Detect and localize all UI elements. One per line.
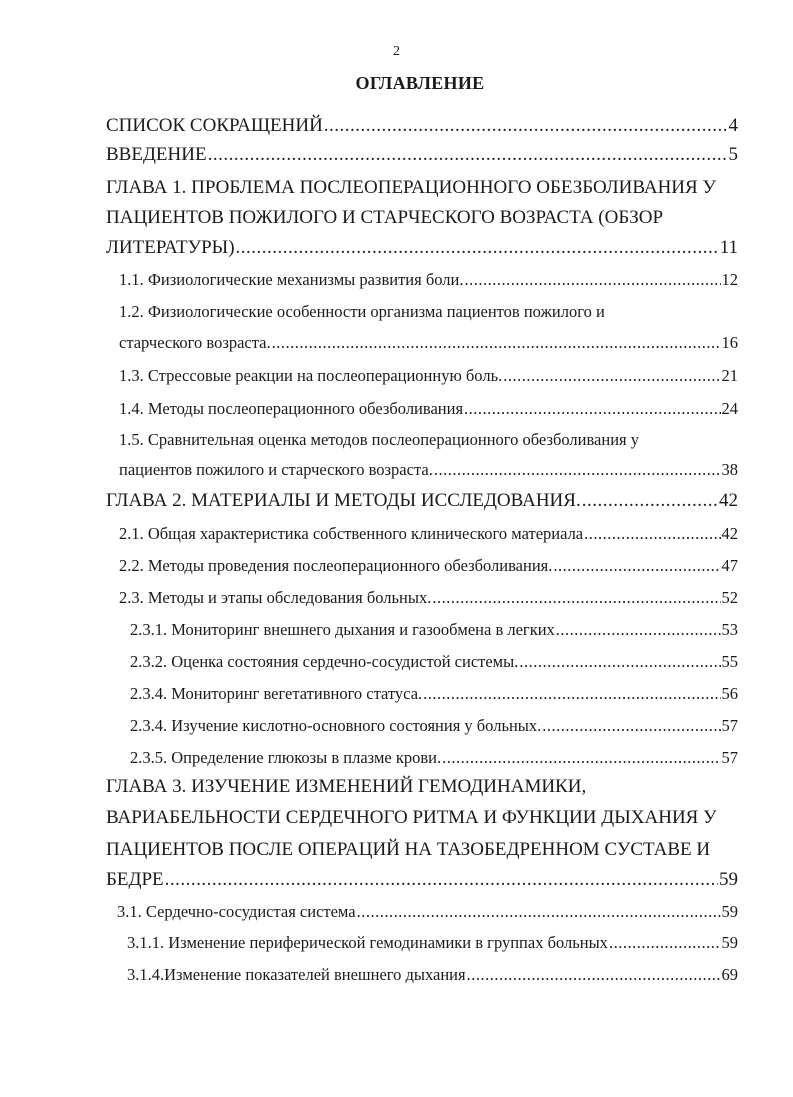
toc-entry-text: ГЛАВА 2. МАТЕРИАЛЫ И МЕТОДЫ ИССЛЕДОВАНИЯ. [106, 490, 581, 511]
toc-entry-text-line: ГЛАВА 3. ИЗУЧЕНИЕ ИЗМЕНЕНИЙ ГЕМОДИНАМИКИ, [106, 776, 587, 797]
toc-entry-1-4[interactable] [119, 395, 738, 423]
toc-entry-page: 42 [721, 524, 738, 543]
toc-entry-text: 2.2. Методы проведения послеоперационного обезболивания. [119, 556, 553, 575]
toc-entry-text: 2.3. Методы и этапы обследования больных. [119, 588, 432, 607]
toc-entry-text: 2.1. Общая характеристика собственного клинического материала [119, 524, 584, 543]
toc-entry-1-3[interactable] [119, 362, 738, 390]
toc-entry-text: 1.4. Методы послеоперационного обезболивания [119, 399, 464, 418]
toc-leader [584, 520, 720, 548]
toc-leader [434, 456, 721, 484]
toc-leader [542, 712, 720, 740]
toc-entry-text: СПИСОК СОКРАЩЕНИЙ [106, 115, 323, 136]
page-number: 2 [393, 44, 400, 59]
toc-entry-text: 2.3.2. Оценка состояния сердечно-сосудистой системы. [130, 652, 519, 671]
toc-entry-text-line: ГЛАВА 1. ПРОБЛЕМА ПОСЛЕОПЕРАЦИОННОГО ОБЕЗБОЛИВАНИЯ У [106, 177, 716, 198]
toc-leader [442, 744, 720, 772]
toc-entry-page: 56 [721, 684, 738, 703]
toc-entry-introduction[interactable] [106, 141, 738, 169]
toc-entry-page: 47 [721, 556, 738, 575]
toc-entry-3-1[interactable] [117, 898, 738, 926]
toc-entry-page: 69 [721, 965, 738, 984]
toc-entry-text-line: 1.5. Сравнительная оценка методов послеоперационного обезболивания у [119, 430, 639, 449]
toc-entry-page: 16 [721, 333, 738, 352]
toc-leader [208, 141, 728, 169]
toc-entry-text: 2.3.1. Мониторинг внешнего дыхания и газообмена в легких [130, 620, 555, 639]
toc-entry-page: 55 [721, 652, 738, 671]
toc-entry-2-3-5[interactable] [130, 744, 738, 772]
toc-entry-2-3-4-vegetative[interactable] [130, 680, 738, 708]
toc-leader [423, 680, 720, 708]
toc-leader [582, 487, 718, 515]
toc-entry-last-line [119, 456, 738, 484]
toc-leader [236, 234, 719, 262]
toc-entry-page: 59 [721, 902, 738, 921]
toc-leader [553, 552, 720, 580]
toc-entry-2-2[interactable] [119, 552, 738, 580]
toc-entry-2-3-1[interactable] [130, 616, 738, 644]
toc-entry-page: 5 [728, 144, 738, 165]
toc-entry-1-1[interactable] [119, 266, 738, 294]
toc-entry-text: БЕДРЕ [106, 869, 164, 890]
toc-entry-text-line: ВАРИАБЕЛЬНОСТИ СЕРДЕЧНОГО РИТМА И ФУНКЦИИ ДЫХАНИЯ У [106, 807, 717, 828]
toc-entry-page: 53 [721, 620, 738, 639]
toc-entry-2-1[interactable] [119, 520, 738, 548]
toc-entry-text: старческого возраста. [119, 333, 271, 352]
toc-leader [464, 266, 720, 294]
toc-entry-3-1-1[interactable] [127, 929, 738, 957]
toc-entry-2-3-2[interactable] [130, 648, 738, 676]
toc-entry-text: ВВЕДЕНИЕ [106, 144, 207, 165]
toc-entry-page: 57 [721, 748, 738, 767]
toc-entry-text: 2.3.4. Мониторинг вегетативного статуса. [130, 684, 423, 703]
toc-entry-text: ЛИТЕРАТУРЫ) [106, 237, 235, 258]
page-title: ОГЛАВЛЕНИЕ [355, 73, 485, 93]
toc-entry-page: 52 [721, 588, 738, 607]
toc-leader [609, 929, 721, 957]
toc-entry-text: пациентов пожилого и старческого возраста. [119, 460, 433, 479]
toc-entry-text: 3.1. Сердечно-сосудистая система [117, 902, 356, 921]
toc-entry-page: 59 [719, 869, 738, 890]
toc-leader [165, 866, 718, 894]
toc-entry-page: 4 [728, 115, 738, 136]
toc-leader [519, 648, 720, 676]
toc-leader [357, 898, 721, 926]
toc-entry-last-line [106, 234, 738, 262]
toc-entry-2-3-4-acid-base[interactable] [130, 712, 738, 740]
toc-entry-text-line: ПАЦИЕНТОВ ПОЖИЛОГО И СТАРЧЕСКОГО ВОЗРАСТА (ОБЗОР [106, 207, 664, 228]
toc-entry-page: 42 [719, 490, 738, 511]
toc-entry-chapter-2[interactable] [106, 487, 738, 515]
toc-entry-page: 12 [721, 270, 738, 289]
toc-leader [324, 112, 728, 140]
toc-entry-abbreviations[interactable] [106, 112, 738, 140]
toc-entry-text: 3.1.1. Изменение периферической гемодинамики в группах больных [127, 933, 608, 952]
toc-leader [432, 584, 720, 612]
toc-entry-page: 57 [721, 716, 738, 735]
toc-leader [503, 362, 720, 390]
toc-leader [464, 395, 720, 423]
toc-entry-last-line [119, 329, 738, 357]
toc-entry-page: 59 [721, 933, 738, 952]
toc-entry-2-3[interactable] [119, 584, 738, 612]
toc-entry-page: 11 [719, 237, 738, 258]
toc-entry-text-line: ПАЦИЕНТОВ ПОСЛЕ ОПЕРАЦИЙ НА ТАЗОБЕДРЕННОМ СУСТАВЕ И [106, 839, 711, 860]
toc-entry-page: 38 [721, 460, 738, 479]
toc-leader [467, 961, 721, 989]
toc-entry-last-line [106, 866, 738, 894]
toc-entry-page: 21 [721, 366, 738, 385]
toc-entry-text: 2.3.5. Определение глюкозы в плазме крови. [130, 748, 442, 767]
toc-leader [556, 616, 721, 644]
toc-entry-page: 24 [721, 399, 738, 418]
toc-entry-text: 1.1. Физиологические механизмы развития боли. [119, 270, 464, 289]
toc-leader [272, 329, 721, 357]
toc-entry-text: 3.1.4.Изменение показателей внешнего дыхания [127, 965, 466, 984]
toc-entry-text: 1.3. Стрессовые реакции на послеоперационную боль. [119, 366, 503, 385]
toc-entry-text: 2.3.4. Изучение кислотно-основного состояния у больных. [130, 716, 542, 735]
toc-entry-3-1-4[interactable] [127, 961, 738, 989]
toc-entry-text-line: 1.2. Физиологические особенности организма пациентов пожилого и [119, 302, 605, 321]
